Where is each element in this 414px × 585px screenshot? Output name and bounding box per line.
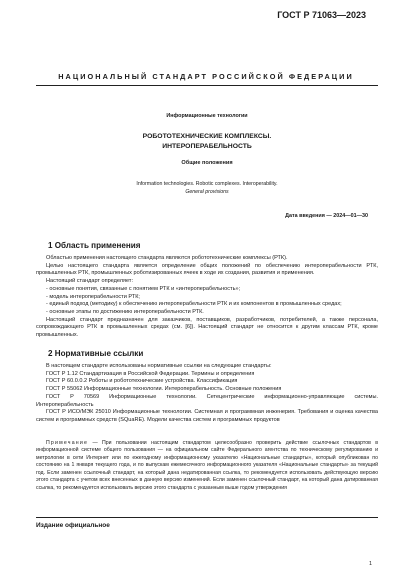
paragraph: Областью применения настоящего стандарта являются робототехнические комплексы (РТК). [46,255,288,261]
note-paragraph [36,440,378,492]
english-title-line-2: General provisions [185,189,229,195]
introduction-date: Дата введения — 2024—01—30 [285,213,368,219]
paragraph: Настоящий стандарт определяет: [46,278,133,285]
top-divider [36,85,378,86]
list-item: - модель интероперабельности РТК; [46,293,140,300]
title-line-1: РОБОТОТЕХНИЧЕСКИЕ КОМПЛЕКСЫ. [142,133,272,140]
section-2-body [36,363,378,425]
page-number: 1 [368,561,372,567]
bottom-divider [36,517,378,518]
section-2-heading: 2 Нормативные ссылки [48,349,144,358]
paragraph: Настоящий стандарт предназначен для заказчиков, поставщиков, разработчиков, потребителей, а также персонала, сопровождающего РТК в промышленных средах (см. [6]). Настоящий стандарт не относится к другим классам РТК, кроме промышленных. [36,316,378,339]
document-subtitle: Общие положения [181,160,233,166]
list-item: - основные этапы по достижению интероперабельности РТК. [46,308,204,315]
paragraph: Целью настоящего стандарта является определение общих положений по обеспечению интероперабельности РТК, промышленных РТК, промышленных роботизированных ячеек в ходе их создания, развития и применения. [36,262,378,277]
category-heading: Информационные технологии [166,113,248,119]
section-2-note [36,440,378,492]
document-code: ГОСТ Р 71063—2023 [277,10,366,20]
title-line-2: ИНТЕРОПЕРАБЕЛЬНОСТЬ [162,143,252,150]
reference-item: ГОСТ Р 60.0.0.2 Роботы и робототехнические устройства. Классификация [46,378,238,385]
paragraph: В настоящем стандарте использованы нормативные ссылки на следующие стандарты: [46,363,272,369]
english-title-line-1: Information technologies. Robotic complexes. Interoperability. [136,181,278,187]
note-text: — При пользовании настоящим стандартом целесообразно проверить действие ссылочных стандартов в информационной системе общего пользования — на официальном сайте Федерального агентства по техническому регулированию и метрологии в сети Интернет или по ежегодному информационному указателю «Национальные стандарты», который опубликован по состоянию на 1 января текущего года, и по выпускам ежемесячного информационного указателя «Национальные стандарты» за текущий год. Если заменен ссылочный стандарт, на который дана недатированная ссылка, то рекомендуется использовать действующую версию этого стандарта с учетом всех внесенных в данную версию изменений. Если заменен ссылочный стандарт, на который дана датированная ссылка, то рекомендуется использовать версию этого стандарта с указанным выше годом утверждения [36,440,378,491]
reference-item: ГОСТ Р ИСО/МЭК 25010 Информационные технологии. Системная и программная инженерия. Требования и оценка качества систем и программных средств (SQuaRE). Модели качества систем и программных продуктов [36,409,378,423]
section-1-heading: 1 Область применения [48,241,141,250]
reference-item: ГОСТ Р 1.12 Стандартизация в Российской Федерации. Термины и определения [46,370,255,377]
list-item: - единый подход (методику) к обеспечению интероперабельности РТК и их компонентов в промышленных средах; [46,301,342,308]
official-edition-label: Издание официальное [36,522,110,529]
standard-banner: НАЦИОНАЛЬНЫЙ СТАНДАРТ РОССИЙСКОЙ ФЕДЕРАЦИИ [58,72,354,81]
english-title [36,180,378,196]
document-title [36,132,378,152]
reference-item: ГОСТ Р 55062 Информационные технологии. Интероперабельность. Основные положения [46,386,282,393]
note-label: Примечание [46,440,89,446]
reference-item: ГОСТ Р 70569 Информационные технологии. Сетецентрические информационно-управляющие системы. Интероперабельность [36,393,378,408]
section-1-body [36,255,378,340]
list-item: - основные понятия, связанные с понятием РТК и «интероперабельность»; [46,285,241,292]
